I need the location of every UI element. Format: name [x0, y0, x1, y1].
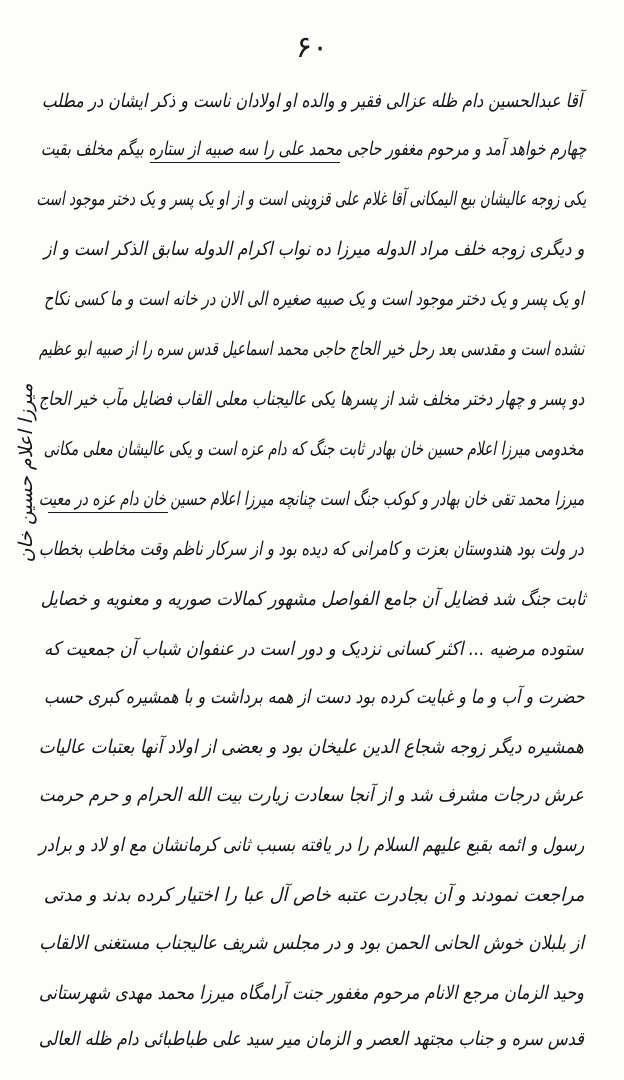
text-line: از بلبلان خوش الحانی الحمن بود و در مجلس شریف عالیجناب مستغنی الالقاب — [39, 932, 584, 954]
underline-mark — [150, 162, 340, 163]
text-line: ستوده مرضیه ... اکثر کسانی نزدیک و دور است در عنفوان شباب آن جمعیت که — [44, 638, 584, 660]
text-line: چهارم خواهد آمد و مرحوم مغفور حاجی محمد علی را سه صبیه از ستاره بیگم مخلف بقیت — [40, 138, 586, 160]
text-line: رسول و ائمه بقیع علیهم السلام را در یافته بسبب ثانی کرمانشان مع او لاد و برادر — [38, 834, 584, 856]
text-line: مراجعت نمودند و آن بجادرت عتبه خاص آل عبا را اختیار کرده بدند و مدتی — [43, 884, 584, 906]
text-line: آقا عبدالحسین دام ظله عزالی فقیر و والده او اولادان ناست و ذکر ایشان در مطلب — [41, 90, 582, 112]
text-line: حضرت و آب و ما و غبایت کرده بود دست از همه برداشت و با همشیره کبری حسب — [43, 686, 584, 708]
text-line: وحید الزمان مرجع الانام مرحوم مغفور جنت آرامگاه میرزا محمد مهدی شهرستانی — [38, 982, 584, 1004]
margin-note: میرزا اعلام حسین خان — [15, 383, 37, 563]
page-number: ۶۰ — [295, 30, 329, 65]
text-line: میرزا محمد تقی خان بهادر و کوکب جنگ است چنانچه میرزا اعلام حسین خان دام عزه در معیت — [38, 488, 584, 510]
text-line: عرش درجات مشرف شد و از آنجا سعادت زیارت بیت الله الحرام و حرم حرمت — [39, 784, 584, 806]
text-line: او یک پسر و یک دختر موجود است و یک صبیه صغیره الی الان در خانه است و ما کسی نکاح — [44, 288, 584, 310]
text-line: یکی زوجه عالیشان بیع الیمکانی آقا غلام علی قزوینی است و از او یک پسر و یک دختر موجود است — [36, 188, 586, 210]
text-line: همشیره دیگر زوجه شجاع الدین علیخان بود و بعضی از اولاد آنها بعتبات عالیات — [38, 736, 584, 758]
underline-mark — [48, 512, 168, 513]
text-line: و دیگری زوجه خلف مراد الدوله میرزا ده نواب اکرام الدوله سابق الذکر است و از — [43, 238, 584, 260]
text-line: نشده است و مقدسی بعد رحل خیر الحاج حاجی محمد اسماعیل قدس سره را از صبیه ابو عظیم — [38, 338, 584, 360]
text-line: قدس سره و جناب مجتهد العصر و الزمان میر سید علی طباطبائی دام ظله العالی — [39, 1028, 584, 1050]
text-line: مخدومی میرزا اعلام حسین خان بهادر ثابت جنگ که دام عزه است و یکی عالیشان معلی مکانی — [44, 438, 584, 460]
text-line: دو پسر و چهار دختر مخلف شد از پسرها یکی عالیجناب معلی القاب فضایل مآب خیر الحاج — [38, 388, 584, 410]
text-line: در ولت بود هندوستان بعزت و کامرانی که دیده بود و از سرکار ناظم وقت مخاطب بخطاب — [39, 538, 584, 560]
text-line: ثابت جنگ شد فضایل آن جامع الفواصل مشهور کمالات صوریه و معنویه و خصایل — [41, 588, 586, 610]
